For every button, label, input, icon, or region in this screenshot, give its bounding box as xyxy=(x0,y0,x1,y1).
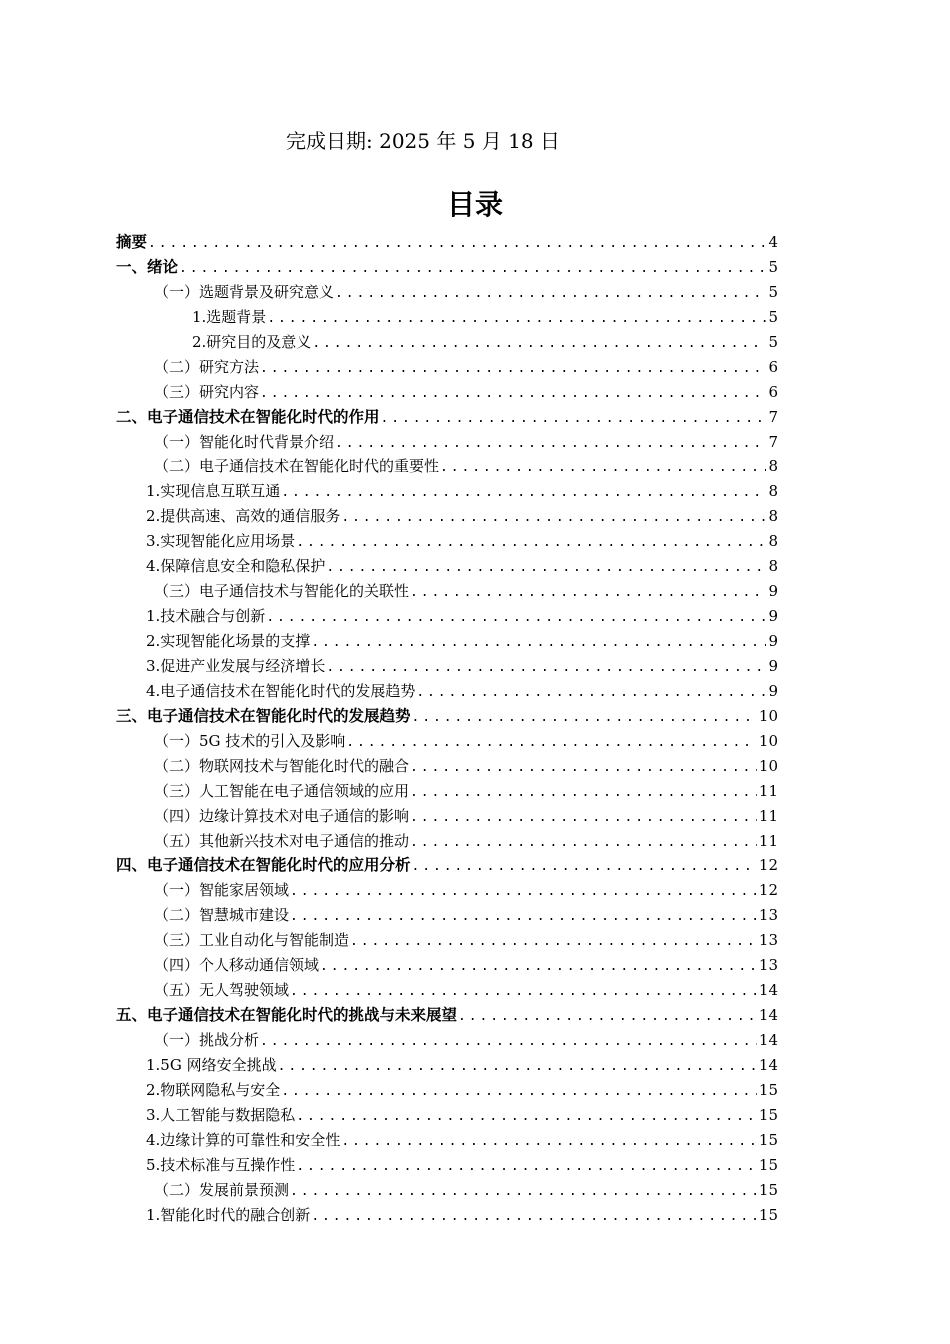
toc-entry-page: 5 xyxy=(768,282,778,301)
toc-entry-page: 11 xyxy=(758,806,778,825)
toc-entry-label: （三）工业自动化与智能制造 xyxy=(154,931,350,950)
toc-entry[interactable] xyxy=(116,529,778,554)
toc-entry[interactable] xyxy=(116,654,778,679)
toc-entry[interactable] xyxy=(116,579,778,604)
toc-entry-page: 9 xyxy=(768,582,778,601)
toc-entry-page: 14 xyxy=(758,1006,778,1025)
toc-entry-page: 13 xyxy=(758,906,778,925)
toc-entry-label: （二）物联网技术与智能化时代的融合 xyxy=(154,756,410,775)
toc-entry[interactable] xyxy=(116,330,778,355)
toc-entry-page: 11 xyxy=(758,831,778,850)
toc-entry-page: 7 xyxy=(768,432,778,451)
toc-entry[interactable] xyxy=(116,280,778,305)
toc-entry-page: 15 xyxy=(758,1155,778,1174)
toc-leader-dots xyxy=(409,831,757,854)
toc-leader-dots xyxy=(289,980,757,1003)
toc-entry-label: 2.物联网隐私与安全 xyxy=(146,1080,281,1099)
toc-entry-label: 三、电子通信技术在智能化时代的发展趋势 xyxy=(116,706,411,725)
toc-entry[interactable] xyxy=(116,853,778,878)
toc-entry-page: 9 xyxy=(768,681,778,700)
toc-entry[interactable] xyxy=(116,829,778,854)
toc-entry[interactable] xyxy=(116,454,778,479)
toc-entry-label: （一）智能家居领域 xyxy=(154,881,290,900)
toc-entry-label: （三）人工智能在电子通信领域的应用 xyxy=(154,781,410,800)
toc-entry-page: 12 xyxy=(758,856,778,875)
toc-entry-label: 3.实现智能化应用场景 xyxy=(146,532,296,551)
toc-entry-label: 二、电子通信技术在智能化时代的作用 xyxy=(116,407,380,426)
toc-entry[interactable] xyxy=(116,1003,778,1028)
toc-entry-label: （二）研究方法 xyxy=(154,357,260,376)
toc-entry-page: 12 xyxy=(758,881,778,900)
toc-leader-dots xyxy=(277,1055,757,1078)
toc-entry-page: 15 xyxy=(758,1080,778,1099)
toc-entry-page: 6 xyxy=(768,357,778,376)
toc-entry-label: （二）智慧城市建设 xyxy=(154,906,290,925)
toc-entry-page: 13 xyxy=(758,956,778,975)
toc-entry[interactable] xyxy=(116,629,778,654)
toc-entry-label: 四、电子通信技术在智能化时代的应用分析 xyxy=(116,856,411,875)
toc-leader-dots xyxy=(334,282,766,305)
toc-leader-dots xyxy=(409,781,757,804)
toc-leader-dots xyxy=(349,930,757,953)
toc-entry[interactable] xyxy=(116,1153,778,1178)
toc-entry-page: 15 xyxy=(758,1180,778,1199)
toc-entry[interactable] xyxy=(116,380,778,405)
toc-entry[interactable] xyxy=(116,903,778,928)
toc-entry[interactable] xyxy=(116,604,778,629)
toc-entry-label: 5.技术标准与互操作性 xyxy=(146,1155,296,1174)
toc-entry-label: 1.选题背景 xyxy=(192,307,267,326)
toc-entry-label: 4.边缘计算的可靠性和安全性 xyxy=(146,1130,341,1149)
toc-entry-page: 8 xyxy=(768,532,778,551)
toc-leader-dots xyxy=(310,631,766,654)
toc-leader-dots xyxy=(311,332,766,355)
toc-leader-dots xyxy=(457,1005,757,1028)
toc-entry-label: 2.实现智能化场景的支撑 xyxy=(146,632,311,650)
toc-leader-dots xyxy=(325,656,766,679)
toc-entry[interactable] xyxy=(116,1028,778,1053)
toc-entry-page: 8 xyxy=(768,457,778,476)
toc-entry[interactable] xyxy=(116,1203,778,1228)
toc-leader-dots xyxy=(325,556,766,579)
toc-leader-dots xyxy=(411,706,757,729)
toc-entry-label: 3.人工智能与数据隐私 xyxy=(146,1105,296,1124)
completion-date: 完成日期: 2025 年 5 月 18 日 xyxy=(286,129,560,153)
table-of-contents xyxy=(116,230,778,1228)
toc-leader-dots xyxy=(289,905,757,928)
toc-entry-page: 8 xyxy=(768,557,778,576)
toc-entry-page: 7 xyxy=(768,407,778,426)
toc-entry-label: （五）其他新兴技术对电子通信的推动 xyxy=(154,831,410,850)
toc-entry-label: 五、电子通信技术在智能化时代的挑战与未来展望 xyxy=(116,1006,458,1025)
toc-entry-page: 6 xyxy=(768,382,778,401)
toc-leader-dots xyxy=(310,1205,757,1228)
toc-entry-page: 5 xyxy=(768,307,778,326)
toc-entry-page: 14 xyxy=(758,1031,778,1049)
toc-entry-label: （三）研究内容 xyxy=(154,382,260,401)
toc-leader-dots xyxy=(295,1155,757,1178)
toc-entry-label: （二）电子通信技术在智能化时代的重要性 xyxy=(154,457,440,476)
toc-entry-label: 4.保障信息安全和隐私保护 xyxy=(146,557,326,576)
toc-entry[interactable] xyxy=(116,255,778,280)
toc-entry-page: 15 xyxy=(758,1205,778,1224)
toc-entry[interactable] xyxy=(116,1103,778,1128)
toc-entry-label: 摘要 xyxy=(116,233,148,251)
toc-entry-page: 8 xyxy=(768,507,778,526)
toc-leader-dots xyxy=(289,1180,757,1203)
toc-entry-page: 5 xyxy=(768,332,778,351)
toc-entry-label: 1.技术融合与创新 xyxy=(146,607,266,626)
toc-entry-page: 14 xyxy=(758,981,778,1000)
toc-entry-label: （二）发展前景预测 xyxy=(154,1180,290,1199)
toc-entry[interactable] xyxy=(116,978,778,1003)
toc-leader-dots xyxy=(409,756,757,779)
toc-entry[interactable] xyxy=(116,504,778,529)
toc-entry-page: 13 xyxy=(758,931,778,950)
toc-entry[interactable] xyxy=(116,754,778,779)
toc-entry-label: （一）智能化时代背景介绍 xyxy=(154,432,335,451)
toc-entry[interactable] xyxy=(116,704,778,729)
toc-entry[interactable] xyxy=(116,1053,778,1078)
toc-leader-dots xyxy=(334,432,766,455)
toc-leader-dots xyxy=(409,806,757,829)
toc-entry-label: 1.智能化时代的融合创新 xyxy=(146,1205,311,1224)
toc-entry-label: （一）选题背景及研究意义 xyxy=(154,282,335,301)
toc-leader-dots xyxy=(319,955,757,978)
toc-entry-page: 14 xyxy=(758,1055,778,1074)
toc-entry-page: 10 xyxy=(758,706,778,725)
toc-leader-dots xyxy=(439,456,766,479)
toc-entry-label: （三）电子通信技术与智能化的关联性 xyxy=(154,582,410,601)
toc-entry-page: 9 xyxy=(768,632,778,650)
toc-entry-page: 10 xyxy=(758,756,778,775)
toc-leader-dots xyxy=(280,481,766,504)
toc-entry-label: （一）挑战分析 xyxy=(154,1031,260,1049)
toc-entry[interactable] xyxy=(116,479,778,504)
toc-entry-label: （五）无人驾驶领域 xyxy=(154,981,290,1000)
toc-entry-page: 9 xyxy=(768,656,778,675)
toc-leader-dots xyxy=(265,606,766,629)
toc-entry[interactable] xyxy=(116,953,778,978)
toc-entry-label: 2.研究目的及意义 xyxy=(192,332,312,351)
toc-entry-page: 10 xyxy=(758,731,778,750)
toc-entry-page: 4 xyxy=(768,233,778,251)
toc-entry[interactable] xyxy=(116,430,778,455)
toc-entry-label: （四）个人移动通信领域 xyxy=(154,956,320,975)
toc-leader-dots xyxy=(295,1105,757,1128)
toc-entry[interactable] xyxy=(116,1128,778,1153)
toc-leader-dots xyxy=(289,880,757,903)
toc-entry[interactable] xyxy=(116,804,778,829)
toc-entry[interactable] xyxy=(116,779,778,804)
toc-entry[interactable] xyxy=(116,679,778,704)
toc-entry-page: 8 xyxy=(768,482,778,501)
toc-entry-label: 1.5G 网络安全挑战 xyxy=(146,1055,277,1074)
toc-leader-dots xyxy=(259,1030,757,1053)
toc-entry-label: 1.实现信息互联互通 xyxy=(146,482,281,501)
toc-entry[interactable] xyxy=(116,554,778,579)
toc-entry-label: 4.电子通信技术在智能化时代的发展趋势 xyxy=(146,681,416,700)
toc-leader-dots xyxy=(178,257,766,280)
toc-entry-label: 一、绪论 xyxy=(116,257,179,276)
toc-entry-page: 5 xyxy=(768,257,778,276)
toc-leader-dots xyxy=(409,581,766,604)
toc-leader-dots xyxy=(259,357,766,380)
toc-entry[interactable] xyxy=(116,405,778,430)
toc-leader-dots xyxy=(340,1130,757,1153)
toc-leader-dots xyxy=(147,232,766,255)
toc-entry-label: 2.提供高速、高效的通信服务 xyxy=(146,507,341,526)
toc-entry-label: 3.促进产业发展与经济增长 xyxy=(146,656,326,675)
toc-title: 目录 xyxy=(446,188,503,221)
toc-entry-page: 15 xyxy=(758,1130,778,1149)
toc-leader-dots xyxy=(295,531,766,554)
toc-entry[interactable] xyxy=(116,230,778,255)
toc-entry-page: 11 xyxy=(758,781,778,800)
toc-entry-label: （四）边缘计算技术对电子通信的影响 xyxy=(154,806,410,825)
toc-entry[interactable] xyxy=(116,729,778,754)
toc-entry[interactable] xyxy=(116,1178,778,1203)
toc-leader-dots xyxy=(345,731,757,754)
toc-leader-dots xyxy=(280,1080,757,1103)
toc-entry[interactable] xyxy=(116,878,778,903)
toc-entry[interactable] xyxy=(116,305,778,330)
toc-entry[interactable] xyxy=(116,355,778,380)
toc-leader-dots xyxy=(415,681,766,704)
toc-entry[interactable] xyxy=(116,1078,778,1103)
toc-entry-page: 15 xyxy=(758,1105,778,1124)
toc-entry-page: 9 xyxy=(768,607,778,626)
toc-leader-dots xyxy=(259,382,766,405)
toc-entry-label: （一）5G 技术的引入及影响 xyxy=(154,731,346,750)
toc-leader-dots xyxy=(340,506,766,529)
toc-leader-dots xyxy=(380,407,767,430)
toc-leader-dots xyxy=(266,307,766,330)
toc-leader-dots xyxy=(411,855,757,878)
toc-entry[interactable] xyxy=(116,928,778,953)
